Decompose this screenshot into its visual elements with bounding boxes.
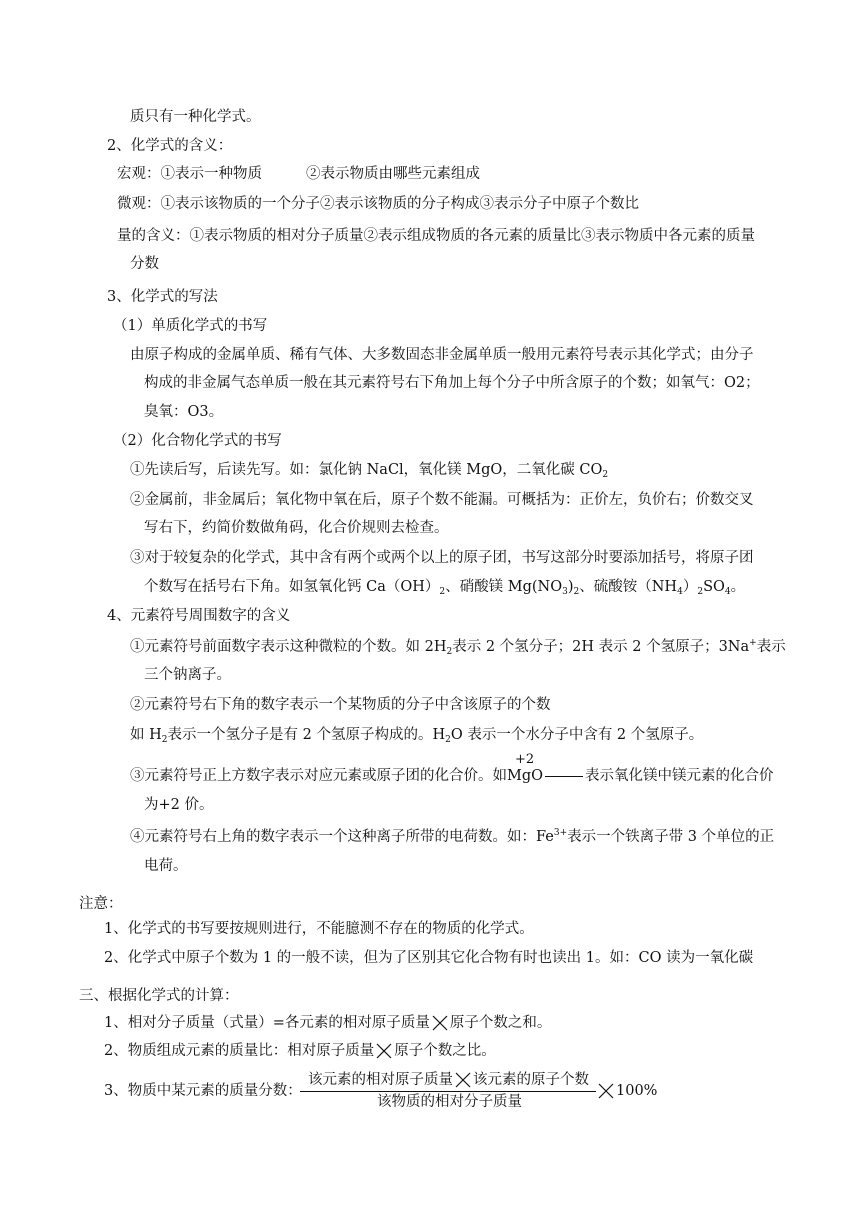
fraction-denominator: 该物质的相对分子质量: [377, 1094, 522, 1110]
valence-notation: [507, 752, 544, 786]
subscript: 2: [602, 470, 609, 480]
text-line: [130, 827, 774, 847]
subsection-heading: （2）化合物化学式的书写: [113, 433, 282, 449]
text-line: [130, 752, 774, 786]
text-line: 臭氧：O3。: [144, 404, 224, 420]
subscript: 2: [446, 647, 453, 657]
text-line: 电荷。: [144, 858, 188, 874]
multiplication-sign-icon: [374, 1041, 394, 1061]
text-segment: ①先读后写，后读先写。如：氯化钠 NaCl，氧化镁 MgO，二氧化碳 CO: [130, 462, 603, 478]
text-line: [130, 637, 786, 657]
section-heading: 三、根据化学式的计算：: [79, 988, 239, 1004]
section-heading: 3、化学式的写法: [107, 289, 218, 305]
subscript: 4: [677, 587, 683, 597]
text-segment: 原子个数之比。: [394, 1043, 496, 1059]
subscript: 2: [439, 587, 446, 597]
text-line: 微观：①表示该物质的一个分子②表示该物质的分子构成③表示分子中原子个数比: [117, 196, 639, 212]
text-segment: ）: [682, 579, 698, 595]
dash-line: [545, 776, 583, 777]
subscript: 2: [161, 735, 168, 745]
subscript: 2: [573, 587, 580, 597]
subsection-heading: （1）单质化学式的书写: [113, 318, 268, 334]
fraction-numerator: [308, 1070, 589, 1090]
superscript: 3+: [553, 828, 568, 838]
text-line: ②元素符号右下角的数字表示一个某物质的分子中含该原子的个数: [130, 697, 551, 713]
text-segment: ④元素符号右上角的数字表示一个这种离子所带的电荷数。如：Fe: [130, 829, 554, 845]
text-segment: 如 H: [130, 727, 162, 743]
text-line: [117, 164, 480, 184]
text-segment: ②表示物质由哪些元素组成: [306, 166, 480, 182]
text-line: 量的含义：①表示物质的相对分子质量②表示组成物质的各元素的质量比③表示物质中各元素的质量: [117, 228, 755, 244]
text-line: ③对于较复杂的化学式，其中含有两个或两个以上的原子团，书写这部分时要添加括号，将原子团: [130, 550, 754, 566]
text-line: 1、化学式的书写要按规则进行，不能臆测不存在的物质的化学式。: [104, 921, 534, 937]
text-segment: 表示: [756, 639, 786, 655]
text-segment: O 表示一个水分子中含有 2 个氢原子。: [450, 727, 704, 743]
text-segment: 该元素的相对原子质量: [308, 1072, 453, 1088]
text-line: 由原子构成的金属单质、稀有气体、大多数固态非金属单质一般用元素符号表示其化学式；由分子: [130, 347, 754, 363]
text-line: ②金属前，非金属后；氧化物中氧在后，原子个数不能漏。可概括为：正价左，负价右；价数交叉: [130, 492, 754, 508]
text-line: 质只有一种化学式。: [130, 109, 261, 125]
superscript: +: [749, 638, 757, 648]
text-line: 构成的非金属气态单质一般在其元素符号右下角加上每个分子中所含原子的个数；如氧气：O2；: [144, 375, 760, 391]
text-segment: 表示 2 个氢分子；2H 表示 2 个氢原子；3Na: [452, 639, 750, 655]
formula-label: 3、物质中某元素的质量分数：: [104, 1083, 302, 1099]
text-segment: 宏观：①表示一种物质: [117, 166, 262, 182]
text-line: [104, 1041, 496, 1061]
text-segment: 该元素的原子个数: [473, 1072, 589, 1088]
text-segment: ①元素符号前面数字表示这种微粒的个数。如 2H: [130, 639, 447, 655]
subscript: 3: [562, 587, 568, 597]
subscript: 2: [697, 587, 704, 597]
text-segment: 原子个数之和。: [449, 1015, 552, 1031]
text-line: 2、化学式中原子个数为 1 的一般不读，但为了区别其它化合物有时也读出 1。如：CO 读为一氧化碳: [104, 950, 754, 966]
text-line: 分数: [130, 256, 159, 272]
multiplication-sign-icon: [453, 1070, 473, 1090]
section-heading: 2、化学式的含义：: [107, 138, 233, 154]
text-line: [130, 725, 703, 745]
subscript: 2: [445, 735, 451, 745]
multiplication-sign-icon: [596, 1081, 616, 1101]
text-line: [104, 1013, 551, 1033]
text-segment: 表示一个铁离子带 3 个单位的正: [567, 829, 775, 845]
valence-number: +2: [515, 752, 535, 767]
subscript: 4: [724, 587, 731, 597]
text-segment: 个数写在括号右下角。如氢氧化钙 Ca（OH）: [144, 579, 440, 595]
text-segment: 2、物质组成元素的质量比：相对原子质量: [104, 1043, 375, 1059]
text-segment: 100%: [616, 1083, 658, 1099]
section-heading: 4、元素符号周围数字的含义: [107, 608, 291, 624]
text-segment: 表示一个氢分子是有 2 个氢原子构成的。H: [167, 727, 446, 743]
text-line: [144, 577, 745, 597]
text-line: 为+2 价。: [144, 797, 214, 813]
text-segment: 、硫酸铵（NH: [579, 579, 678, 595]
formula: MgO: [507, 768, 544, 784]
text-line: [130, 460, 608, 480]
text-line: 写右下，约简价数做角码，化合价规则去检查。: [144, 520, 449, 536]
text-segment: ): [567, 579, 574, 595]
text-segment: ③元素符号正上方数字表示对应元素或原子团的化合价。如: [130, 768, 507, 784]
note-heading: 注意：: [79, 896, 123, 912]
text-segment: 1、相对分子质量（式量）=各元素的相对原子质量: [104, 1015, 430, 1031]
text-line: 三个钠离子。: [144, 667, 231, 683]
multiplication-sign-icon: [430, 1013, 450, 1033]
text-segment: SO: [703, 579, 725, 595]
text-segment: 表示氧化镁中镁元素的化合价: [585, 768, 774, 784]
text-line: [596, 1081, 657, 1101]
text-segment: 。: [730, 579, 746, 595]
text-segment: 、硝酸镁 Mg(NO: [445, 579, 563, 595]
